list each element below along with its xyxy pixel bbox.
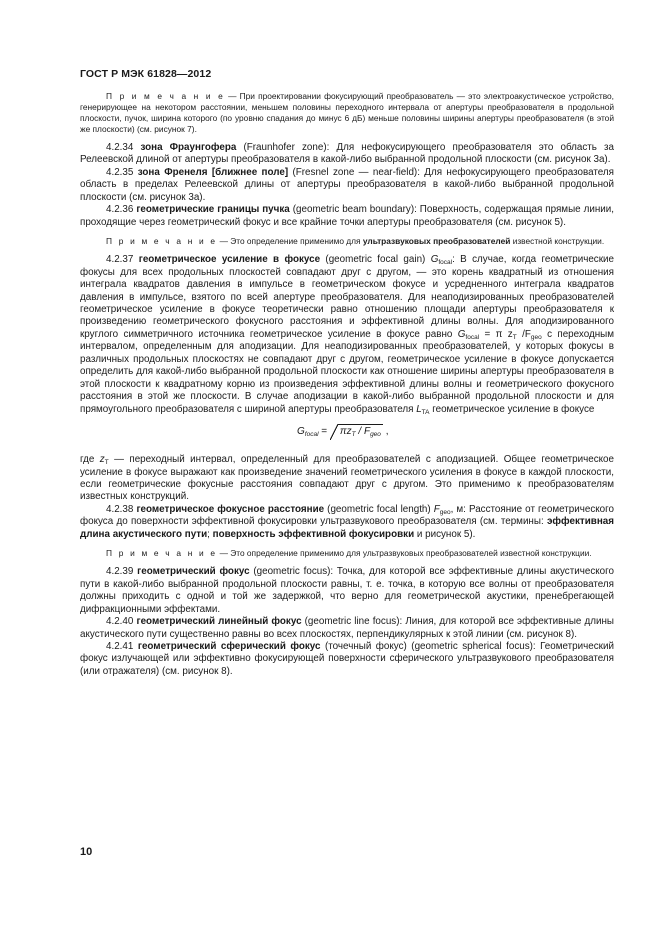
inline-equation: = π z xyxy=(479,328,513,340)
inline-equation: /F xyxy=(516,328,531,340)
term-title: зона Френеля [ближнее поле] xyxy=(137,166,289,178)
symbol-subscript: T xyxy=(512,333,517,341)
term-number: 4.2.41 xyxy=(106,640,138,652)
symbol: z xyxy=(99,454,105,466)
term-definition: с переходным интервалом, определенным для аподизации. Для неаподизированных преобразователей, у которых фокусы в различных продольных плоскостях не совпадают друг с другом, геометрическое усиление в фокусе допускается определить для какой-либо выбранной продольной плоскости как отношение ширины апертуры преобразователя в этой плоскости к квадратному корню из произведения эффективной длины волны и геометрического фокусного расстояния в этой же плоскости. В случае аподизации в какой-либо выбранной продольной плоскости и для прямоугольного преобразователя с шириной апертуры преобразователя xyxy=(80,328,615,415)
formula-comma: , xyxy=(382,426,389,438)
symbol-subscript: focal xyxy=(438,259,453,267)
note-bold-term: ультразвуковых преобразователей xyxy=(362,236,511,247)
term-title: геометрический сферический фокус xyxy=(137,640,321,652)
where-label: где xyxy=(80,454,100,466)
term-definition-end: и рисунок 5). xyxy=(414,528,476,540)
page-number: 10 xyxy=(80,846,93,858)
term-definition: : В случае, когда геометрические фокусы для всех продольных плоскостей совпадают друг с другом, — это корень квадратный из отношения интеграла квадратов давления в импульсе в геометрическом фокусе и усредненного интеграла квадратов давления в импульсе, взятого по всей апертуре преобразователя. Для неаподизированных преобразователей геометрическое усиление в фокусе теоретически равно отношению площади апертуры преобразователя к произведению геометрического фокусного расстояния и эффективной длины волны. Для аподизированного круглого симметричного источника геометрическое усиление в фокусе равно xyxy=(80,254,614,340)
term-title: геометрическое усиление в фокусе xyxy=(138,254,321,266)
term-4-2-36 xyxy=(80,204,614,229)
cross-ref-term: эффективная длина акустического пути xyxy=(80,516,614,540)
square-root xyxy=(338,424,383,437)
note-1 xyxy=(80,91,614,135)
note-text: — Это определение применимо для xyxy=(217,236,363,247)
term-text: (geometric focal gain) xyxy=(320,254,431,266)
where-clause xyxy=(80,454,614,504)
symbol-subscript: focal xyxy=(465,333,480,341)
symbol: F xyxy=(433,503,440,515)
term-4-2-39 xyxy=(80,566,614,616)
page-content xyxy=(80,91,614,678)
symbol-subscript: geo xyxy=(439,508,451,516)
symbol-subscript: T xyxy=(104,459,109,467)
note-text-end: известной конструкции. xyxy=(510,236,605,247)
formula-subscript: T xyxy=(351,431,356,439)
term-title: геометрический фокус xyxy=(137,566,250,578)
term-definition: геометрическое усиление в фокусе xyxy=(429,403,595,415)
note-2 xyxy=(80,236,614,247)
term-number: 4.2.35 xyxy=(106,166,138,178)
term-definition: , м: Расстояние от геометрического фокуса до поверхности эффективной фокусировки ультразвукового преобразователя (см. термины: xyxy=(80,503,614,528)
term-definition: (точечный фокус) (geometric spherical focus): Геометрический фокус излучающей или эффективно фокусирующей поверхности сферического ультразвукового преобразователя (или отражателя) (см. рисунок 8). xyxy=(80,640,614,677)
separator: ; xyxy=(207,528,213,540)
formula-focal-gain xyxy=(80,416,614,454)
term-number: 4.2.38 xyxy=(106,503,137,515)
term-4-2-34 xyxy=(80,142,614,167)
formula-equals: = xyxy=(318,426,330,438)
cross-ref-term: поверхность эффективной фокусировки xyxy=(212,528,415,540)
note-label: П р и м е ч а н и е xyxy=(106,548,218,559)
term-definition: (Fresnel zone — near-field): Для нефокусирующего преобразователя область в пределах Релеевской длины от апертуры преобразователя в какой-либо выбранной продольной плоскости (см. рисунок 3а). xyxy=(80,166,614,203)
note-text: — При проектировании фокусирующий преобразователь — это электроакустическое устройство, генерирующее на некотором расстоянии, меньшем половины переходного интервала от апертуры преобразователя в продольной плоскости, пучок, ширина которого (по уровню спадания до минус 6 дБ) меньше половины ширины апертуры преобразователя (в этой же плоскости) (см. рисунок 7). xyxy=(80,91,614,134)
term-title: геометрическое фокусное расстояние xyxy=(136,503,325,515)
document-header: ГОСТ Р МЭК 61828—2012 xyxy=(80,68,212,80)
term-definition: (geometric beam boundary): Поверхность, содержащая прямые линии, проходящие через геометрический фокус и все крайние точки апертуры преобразователя (см. рисунок 5). xyxy=(80,204,614,228)
note-3 xyxy=(80,548,614,559)
term-definition: (Fraunhofer zone): Для нефокусирующего преобразователя это область за Релеевской длиной от апертуры преобразователя в какой-либо выбранной продольной плоскости (см. рисунок 3а). xyxy=(80,142,614,166)
term-text: (geometric focal length) xyxy=(324,503,434,515)
term-title: геометрический линейный фокус xyxy=(136,616,302,628)
note-label: П р и м е ч а н и е xyxy=(106,91,225,101)
symbol: G xyxy=(457,328,466,340)
term-definition: (geometric focus): Точка, для которой все эффективные длины акустического пути в какой-либо выбранной продольной плоскости равны, т. е. точка, в которую все волны от преобразователя должны приходить с одной и той же задержкой, что верно для геометрической акустики, пренебрегающей дифракционными эффектами. xyxy=(80,566,614,615)
symbol-subscript: TA xyxy=(421,408,430,416)
term-4-2-41 xyxy=(80,641,614,678)
note-label: П р и м е ч а н и е xyxy=(106,236,218,247)
term-4-2-40 xyxy=(80,616,614,641)
term-number: 4.2.40 xyxy=(106,616,137,628)
symbol: L xyxy=(416,403,422,415)
term-number: 4.2.37 xyxy=(106,254,139,266)
term-4-2-35 xyxy=(80,167,614,204)
note-text: — Это определение применимо для ультразвуковых преобразователей известной конструкции. xyxy=(217,548,592,559)
formula-subscript: geo xyxy=(370,431,381,439)
term-title: геометрические границы пучка xyxy=(136,204,290,216)
formula-divisor: / F xyxy=(355,426,371,438)
formula-lhs-subscript: focal xyxy=(304,431,319,439)
term-definition: (geometric line focus): Линия, для которой все эффективные длины акустического пути существенно равны во всех плоскостях, перпендикулярных к этой линии (см. рисунок 8). xyxy=(80,616,614,640)
term-4-2-38 xyxy=(80,504,614,541)
term-number: 4.2.34 xyxy=(106,142,141,153)
formula-radicand: πz xyxy=(339,426,352,438)
term-title: зона Фраунгофера xyxy=(140,142,237,153)
term-number: 4.2.39 xyxy=(106,566,138,578)
term-number: 4.2.36 xyxy=(106,204,137,216)
symbol-subscript: geo xyxy=(530,333,542,341)
formula-lhs: G xyxy=(297,426,305,438)
where-text: — переходный интервал, определенный для преобразователей с аподизацией. Общее геометрическое усиление в фокусе выражают как произведение значений геометрического усиления в фокусе в каждой плоскости, если геометрические фокусные расстояния совпадают друг с другом. Это применимо к преобразователям известных конструкций. xyxy=(80,454,614,503)
symbol: G xyxy=(430,254,439,266)
term-4-2-37 xyxy=(80,254,614,416)
